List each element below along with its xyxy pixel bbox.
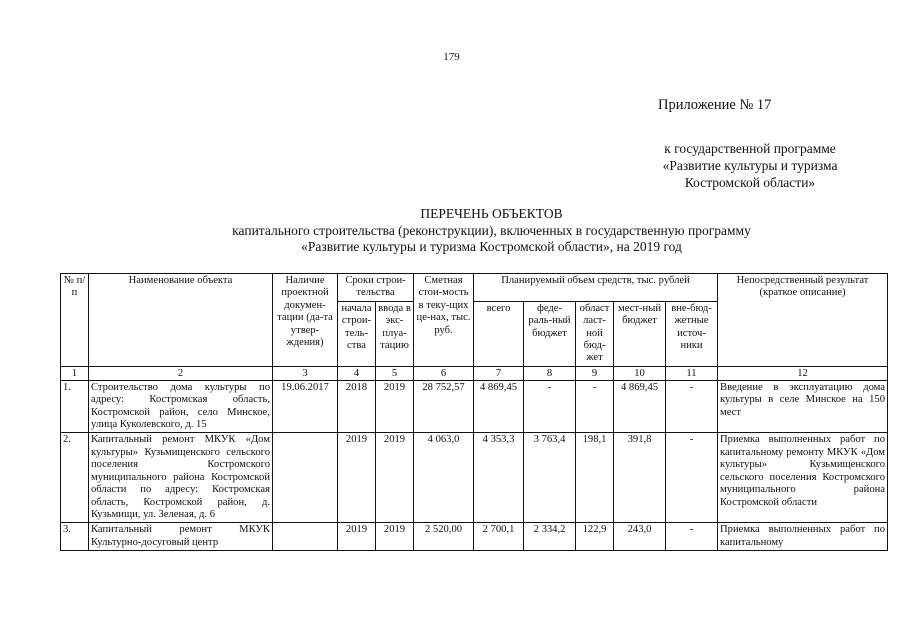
document-title <box>130 206 853 256</box>
row-start: 2019 <box>338 433 376 523</box>
header-start: начала строи-тель-ства <box>338 301 376 366</box>
row-result: Введение в эксплуатацию дома культуры в селе Минское на 150 мест <box>718 380 888 433</box>
header-extra: вне-бюд-жетные источ-ники <box>666 301 718 366</box>
row-commission: 2019 <box>376 433 414 523</box>
header-terms: Сроки строи-тельства <box>338 274 414 302</box>
row-estimate: 4 063,0 <box>414 433 474 523</box>
row-regional: 122,9 <box>576 523 614 551</box>
row-start: 2018 <box>338 380 376 433</box>
column-number: 3 <box>273 366 338 380</box>
row-regional: - <box>576 380 614 433</box>
row-estimate: 2 520,00 <box>414 523 474 551</box>
header-result: Непосредственный результат (краткое описание) <box>718 274 888 367</box>
row-name: Капитальный ремонт МКУК Культурно-досуговый центр <box>89 523 273 551</box>
header-planned: Планируемый объем средств, тыс. рублей <box>474 274 718 302</box>
table-row <box>61 433 888 523</box>
row-total: 4 869,45 <box>474 380 524 433</box>
row-result: Приемка выполненных работ по капитальному <box>718 523 888 551</box>
row-num: 3. <box>61 523 89 551</box>
column-number: 9 <box>576 366 614 380</box>
row-docs <box>273 523 338 551</box>
column-number: 5 <box>376 366 414 380</box>
row-local: 391,8 <box>614 433 666 523</box>
title-line: капитального строительства (реконструкции), включенных в государственную программу <box>232 222 751 238</box>
row-name: Капитальный ремонт МКУК «Дом культуры» Кузьмищенского сельского поселения Костромского муниципального района Костромской области по адресу: Костромская область, Костромской район, д. Кузьмищи, ул. Зеленая, д. 6 <box>89 433 273 523</box>
row-extra: - <box>666 523 718 551</box>
header-commission: ввода в экс-плуа-тацию <box>376 301 414 366</box>
row-estimate: 28 752,57 <box>414 380 474 433</box>
column-number: 11 <box>666 366 718 380</box>
table-header-row <box>61 274 888 302</box>
row-extra: - <box>666 380 718 433</box>
column-number-row <box>61 366 888 380</box>
row-docs <box>273 433 338 523</box>
row-federal: 2 334,2 <box>524 523 576 551</box>
objects-table <box>60 273 888 551</box>
program-reference <box>600 140 900 191</box>
header-name: Наименование объекта <box>89 274 273 367</box>
program-line: «Развитие культуры и туризма <box>662 158 838 173</box>
title-line: «Развитие культуры и туризма Костромской области», на 2019 год <box>301 239 682 254</box>
column-number: 1 <box>61 366 89 380</box>
column-number: 2 <box>89 366 273 380</box>
header-regional: област ласт-ной бюд-жет <box>576 301 614 366</box>
row-extra: - <box>666 433 718 523</box>
header-total: всего <box>474 301 524 366</box>
table-row <box>61 523 888 551</box>
column-number: 7 <box>474 366 524 380</box>
header-federal: феде-раль-ный бюджет <box>524 301 576 366</box>
header-num: № п/п <box>61 274 89 367</box>
row-start: 2019 <box>338 523 376 551</box>
row-local: 4 869,45 <box>614 380 666 433</box>
row-commission: 2019 <box>376 380 414 433</box>
column-number: 10 <box>614 366 666 380</box>
row-federal: 3 763,4 <box>524 433 576 523</box>
appendix-label: Приложение № 17 <box>658 97 772 113</box>
program-line: к государственной программе <box>664 141 836 156</box>
column-number: 4 <box>338 366 376 380</box>
row-regional: 198,1 <box>576 433 614 523</box>
header-local: мест-ный бюджет <box>614 301 666 366</box>
page-number: 179 <box>443 51 460 63</box>
row-docs: 19.06.2017 <box>273 380 338 433</box>
table-row <box>61 380 888 433</box>
row-name: Строительство дома культуры по адресу: Костромская область, Костромской район, село Минское, улица Куколевского, д. 15 <box>89 380 273 433</box>
program-line: Костромской области» <box>684 175 816 190</box>
row-local: 243,0 <box>614 523 666 551</box>
column-number: 8 <box>524 366 576 380</box>
column-number: 12 <box>718 366 888 380</box>
title-heading: ПЕРЕЧЕНЬ ОБЪЕКТОВ <box>420 206 563 221</box>
row-federal: - <box>524 380 576 433</box>
header-estimate: Сметная стои-мость в теку-щих це-нах, тыс. руб. <box>414 274 474 367</box>
row-result: Приемка выполненных работ по капитальному ремонту МКУК «Дом культуры» Кузьмищенского сельского поселения Костромского муниципального района Костромской области <box>718 433 888 523</box>
row-total: 4 353,3 <box>474 433 524 523</box>
row-commission: 2019 <box>376 523 414 551</box>
header-docs: Наличие проектной докумен-тации (да-та утвер-ждения) <box>273 274 338 367</box>
row-num: 1. <box>61 380 89 433</box>
row-total: 2 700,1 <box>474 523 524 551</box>
row-num: 2. <box>61 433 89 523</box>
column-number: 6 <box>414 366 474 380</box>
